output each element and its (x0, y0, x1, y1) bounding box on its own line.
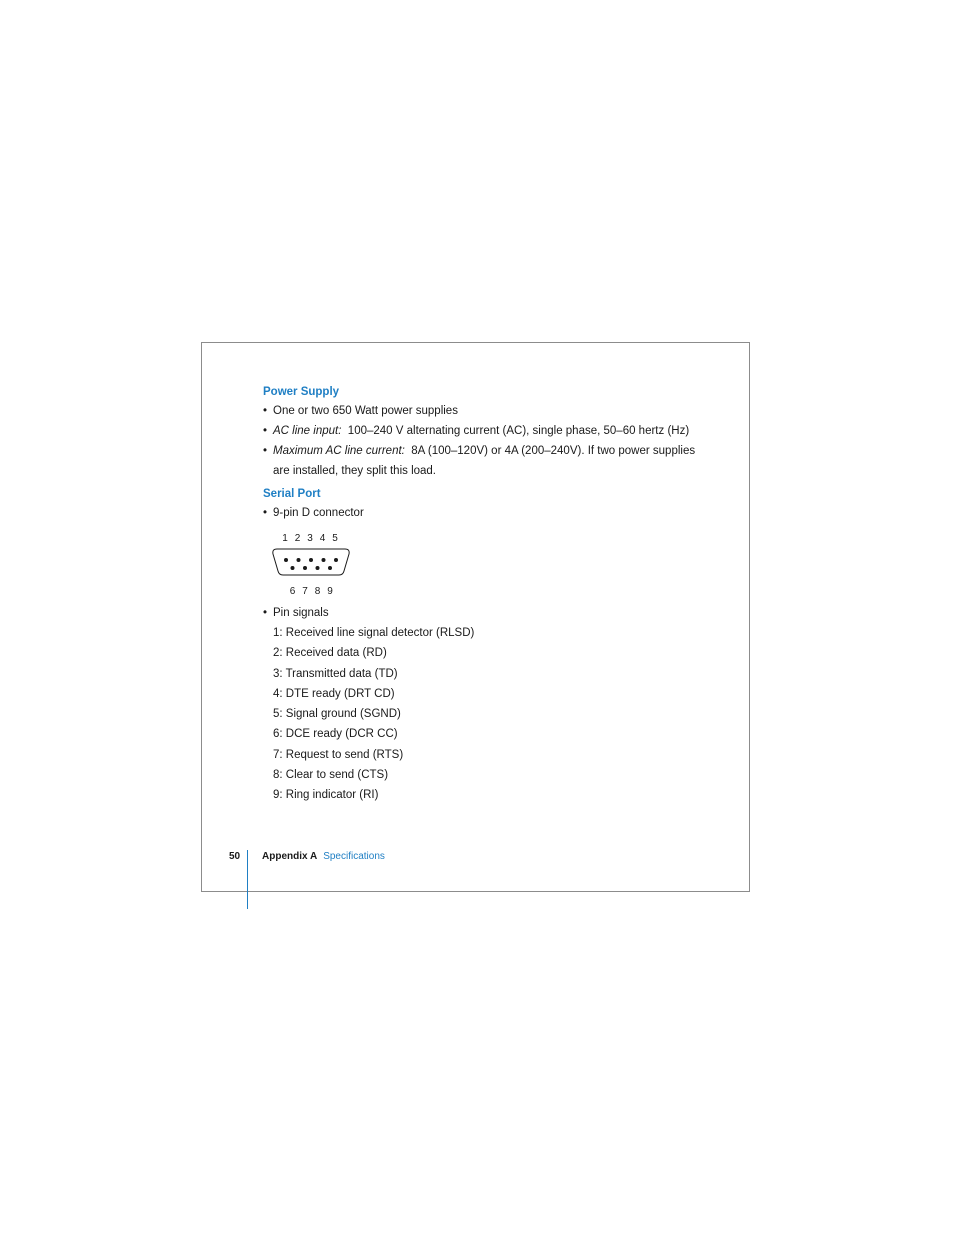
chapter-title-link[interactable]: Specifications (323, 851, 385, 862)
pin-label-bottom: 8 (314, 586, 321, 597)
connector-type: 9-pin D connector (273, 507, 364, 519)
list-item (263, 503, 713, 523)
ac-line-input-value: 100–240 V alternating current (AC), single phase, 50–60 hertz (Hz) (347, 425, 690, 437)
max-ac-current-term: Maximum AC line current: (273, 445, 405, 457)
pin-dot (334, 558, 338, 562)
pin-label-top: 2 (294, 533, 301, 544)
pin-label-bottom: 6 (289, 586, 296, 597)
pin-signals-list (263, 603, 713, 623)
pin-label-top: 5 (332, 533, 338, 544)
pin-label-bottom: 7 (302, 586, 308, 597)
serial-port-heading: Serial Port (263, 488, 321, 500)
pin-signal-item: 9: Ring indicator (RI) (273, 789, 379, 802)
pin-dot (316, 566, 320, 570)
bullet-icon: • (263, 425, 268, 437)
list-item (263, 603, 713, 623)
footer-chapter (262, 850, 385, 864)
bullet-icon: • (263, 507, 268, 519)
pin-label-top: 3 (307, 533, 313, 544)
pin-label-top: 4 (319, 533, 326, 544)
pin-signal-item: 7: Request to send (RTS) (273, 748, 404, 761)
pin-signal-definitions (263, 623, 713, 806)
pin-signal-item: 4: DTE ready (DRT CD) (273, 687, 395, 700)
power-supply-list (263, 401, 713, 481)
pin-dot (322, 558, 326, 562)
chapter-label: Appendix A (262, 851, 318, 862)
pin-label-bottom: 9 (327, 586, 333, 597)
db9-connector-icon (263, 529, 383, 599)
pin-signal-item: 6: DCE ready (DCR CC) (273, 728, 398, 741)
pin-signal-item: 1: Received line signal detector (RLSD) (273, 627, 475, 639)
power-supply-heading: Power Supply (263, 386, 340, 398)
pin-signal-item: 3: Transmitted data (TD) (273, 667, 398, 680)
pin-dot (309, 558, 313, 562)
pin-label-top: 1 (282, 533, 288, 544)
power-supply-count: One or two 650 Watt power supplies (273, 405, 458, 417)
pin-dot (328, 566, 332, 570)
pin-signal-item: 8: Clear to send (CTS) (273, 769, 389, 782)
db9-connector-diagram (263, 529, 383, 599)
serial-port-list (263, 503, 713, 523)
page-number: 50 (229, 851, 241, 862)
bullet-icon: • (263, 607, 268, 619)
pin-dot (291, 566, 295, 570)
ac-line-input-term: AC line input: (273, 425, 342, 437)
pin-signal-item: 5: Signal ground (SGND) (273, 708, 401, 721)
footer-divider (247, 850, 248, 909)
pin-dot (297, 558, 301, 562)
bullet-icon: • (263, 405, 268, 417)
pin-dot (303, 566, 307, 570)
pin-dot (284, 558, 288, 562)
list-item (263, 401, 713, 421)
bullet-icon: • (263, 445, 268, 457)
list-item (263, 421, 713, 441)
pin-signals-label: Pin signals (273, 607, 329, 619)
page-content (263, 383, 713, 806)
max-ac-current-value: 8A (100–120V) or 4A (200–240V). If two power supplies are installed, they split this load. (273, 445, 696, 477)
list-item (263, 441, 713, 481)
pin-signal-item: 2: Received data (RD) (273, 647, 387, 660)
